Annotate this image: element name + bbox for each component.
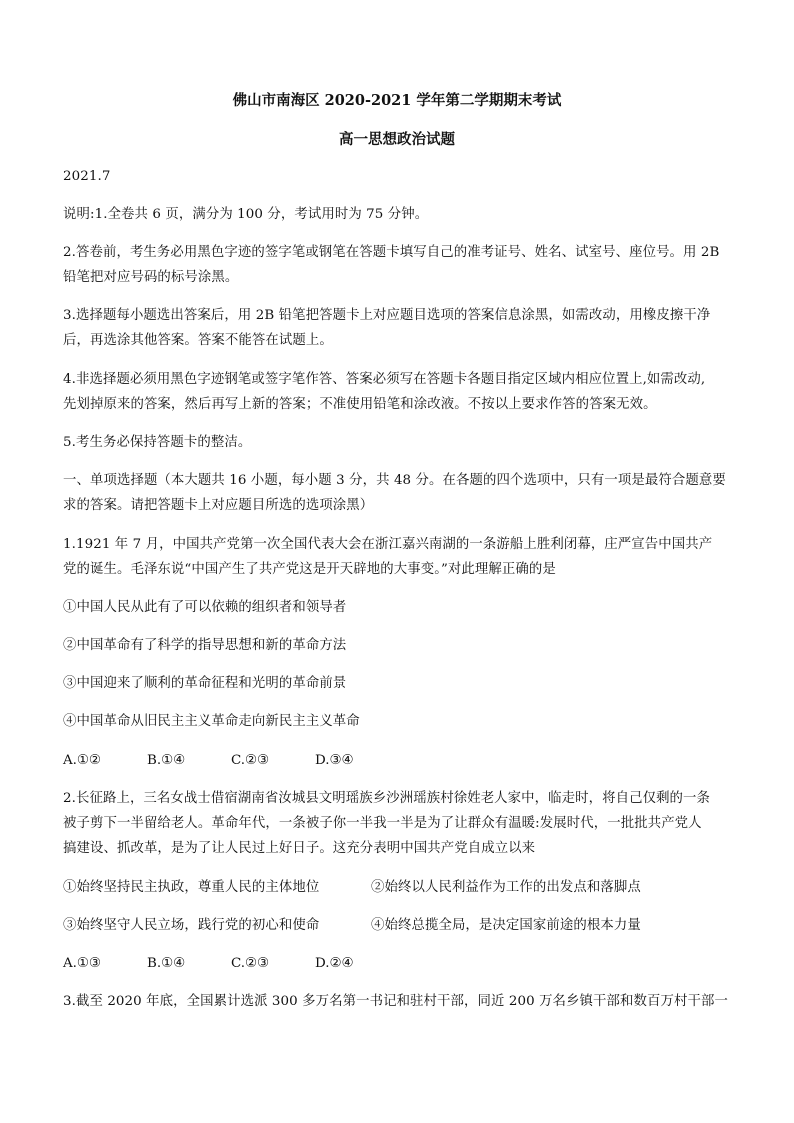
exam-subtitle: 高一思想政治试题 [339,131,455,148]
instruction-line: 说明:1.全卷共 6 页，满分为 100 分，考试用时为 75 分钟。 [63,207,429,222]
q1-stem: 1.1921 年 7 月，中国共产党第一次全国代表大会在浙江嘉兴南湖的一条游船上胜利闭幕，庄严宣告中国共产 [63,537,713,552]
exam-title: 佛山市南海区 2020-2021 学年第二学期期末考试 [232,92,562,109]
q2-stem: 被子剪下一半留给老人。革命年代，一条被子你一半我一半是为了让群众有温暖:发展时代，一批批共产党人 [63,816,702,831]
q2-stem: 2.长征路上，三名女战士借宿湖南省汝城县文明瑶族乡沙洲瑶族村徐姓老人家中，临走时，将自己仅剩的一条 [63,791,711,806]
q2-item: ②始终以人民利益作为工作的出发点和落脚点 [371,880,641,895]
instruction-line: 铅笔把对应号码的标号涂黑。 [63,270,239,285]
section-heading: 求的答案。请把答题卡上对应题目所选的选项涂黑） [63,498,374,513]
instruction-line: 后，再选涂其他答案。答案不能答在试题上。 [63,333,333,348]
q1-item: ③中国迎来了顺利的革命征程和光明的革命前景 [63,676,347,691]
q2-item: ④始终总揽全局，是决定国家前途的根本力量 [371,918,641,933]
instruction-line: 3.选择题每小题选出答案后，用 2B 铅笔把答题卡上对应题目选项的答案信息涂黑，如需改动，用橡皮擦干净 [63,308,711,323]
option-d: D.②④ [315,956,354,971]
option-c: C.②③ [231,956,270,971]
instruction-line: 4.非选择题必须用黑色字迹钢笔或签字笔作答、答案必须写在答题卡各题目指定区域内相应位置上,如需改动, [63,372,706,387]
q3-stem: 3.截至 2020 年底，全国累计选派 300 多万名第一书记和驻村干部，同近 200 万名乡镇干部和数百万村干部一 [63,994,728,1009]
option-a: A.①② [63,753,101,768]
q1-item: ④中国革命从旧民主主义革命走向新民主主义革命 [63,714,360,729]
q2-item-row [63,879,641,897]
option-b: B.①④ [147,753,186,768]
q2-item-row [63,917,641,935]
instruction-line: 2.答卷前，考生务必用黑色字迹的签字笔或钢笔在答题卡填写自己的准考证号、姓名、试室号、座位号。用 2B [63,245,720,260]
option-d: D.③④ [315,753,354,768]
option-c: C.②③ [231,753,270,768]
q2-stem: 搞建设、抓改革，是为了让人民过上好日子。这充分表明中国共产党自成立以来 [63,841,536,856]
q1-item: ①中国人民从此有了可以依赖的组织者和领导者 [63,600,347,615]
instruction-line: 先划掉原来的答案，然后再写上新的答案；不准使用铅笔和涂改液。不按以上要求作答的答案无效。 [63,397,657,412]
q1-item: ②中国革命有了科学的指导思想和新的革命方法 [63,638,347,653]
q2-item: ①始终坚持民主执政，尊重人民的主体地位 [63,880,320,895]
q1-stem: 党的诞生。毛泽东说“中国产生了共产党这是开天辟地的大事变。”对此理解正确的是 [63,562,556,577]
option-b: B.①④ [147,956,186,971]
q1-options [63,752,354,770]
section-heading: 一、单项选择题（本大题共 16 小题，每小题 3 分，共 48 分。在各题的四个选项中，只有一项是最符合题意要 [63,473,726,488]
exam-date: 2021.7 [63,169,111,184]
q2-options [63,955,354,973]
q2-item: ③始终坚守人民立场，践行党的初心和使命 [63,918,320,933]
option-a: A.①③ [63,956,101,971]
instruction-line: 5.考生务必保持答题卡的整洁。 [63,435,252,450]
